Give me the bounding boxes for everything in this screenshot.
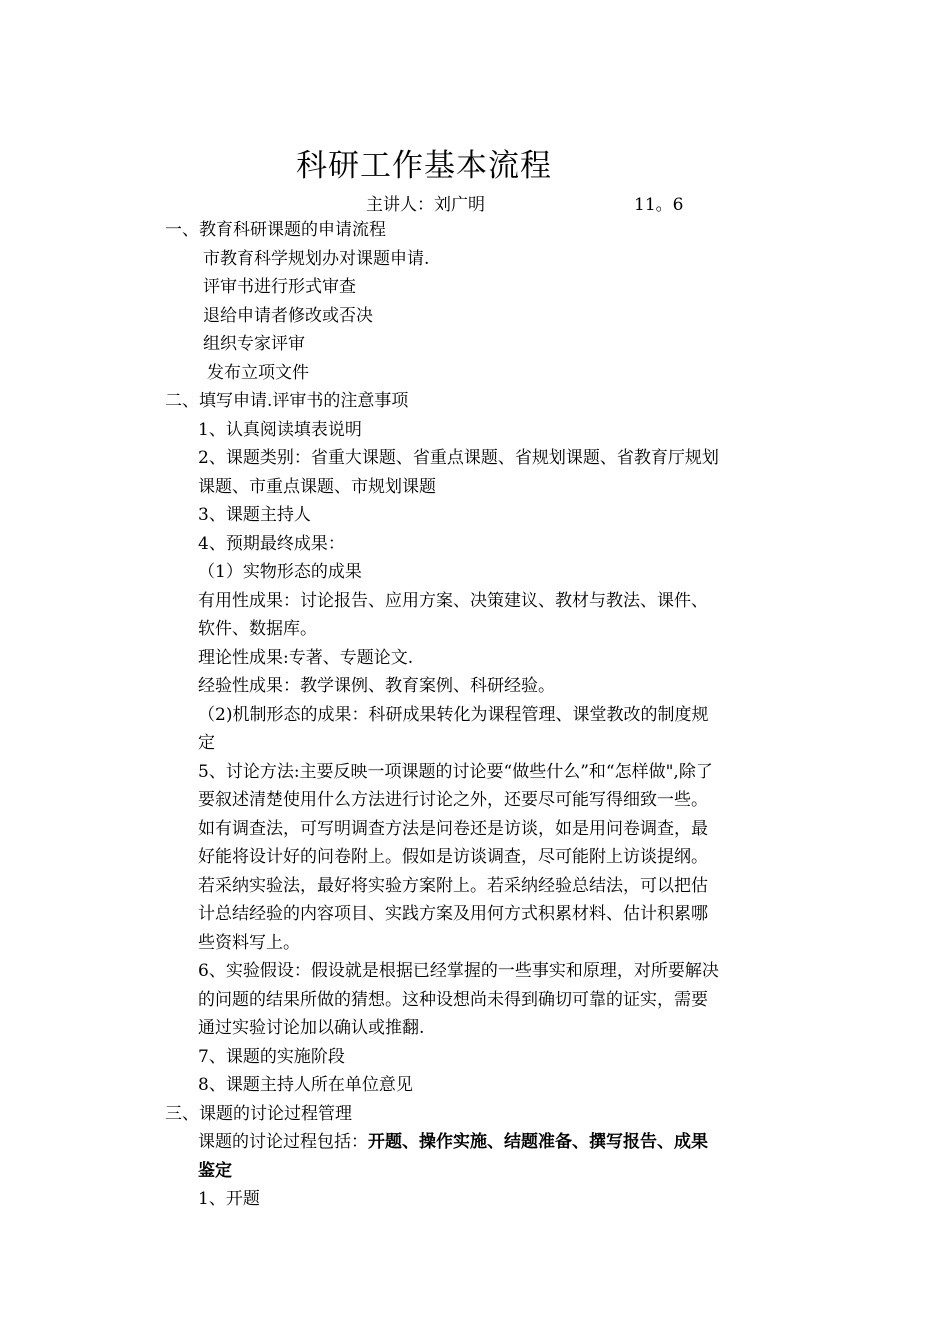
date-text: 11。6 <box>634 195 684 215</box>
intro-bold-text: 开题、操作实施、结题准备、撰写报告、成果 <box>368 1132 708 1152</box>
paragraph: 经验性成果：教学课例、教育案例、科研经验。 <box>198 676 555 696</box>
text-line: 如有调查法，可写明调查方法是问卷还是访谈，如是用问卷调查，最 <box>198 818 708 839</box>
text-line: 6、实验假设：假设就是根据已经掌握的一些事实和原理，对所要解决 <box>198 961 719 981</box>
list-item <box>0 957 788 1043</box>
paragraph <box>0 587 788 644</box>
text-line: 些资料写上。 <box>198 932 300 953</box>
speaker-text: 主讲人：刘广明 <box>366 195 485 215</box>
list-item: 3、课题主持人 <box>198 505 311 525</box>
document-body <box>0 216 950 1214</box>
text-line: 计总结经验的内容项目、实践方案及用何方式积累材料、估计积累哪 <box>198 904 708 924</box>
list-item: 7、课题的实施阶段 <box>198 1046 345 1067</box>
text-line: 2、课题类别：省重大课题、省重点课题、省规划课题、省教育厅规划 <box>198 448 719 468</box>
text-line: 课题、市重点课题、市规划课题 <box>198 476 436 497</box>
sub-heading <box>0 701 788 758</box>
process-step: 退给申请者修改或否决 <box>203 305 373 326</box>
list-item <box>0 444 788 501</box>
intro-bold-text: 鉴定 <box>198 1160 232 1181</box>
text-line: 好能将设计好的问卷附上。假如是访谈调查，尽可能附上访谈提纲。 <box>198 847 708 867</box>
text-line: 要叙述清楚使用什么方法进行讨论之外，还要尽可能写得细致一些。 <box>198 790 708 810</box>
process-step: 评审书进行形式审查 <box>203 277 356 297</box>
text-line: 的问题的结果所做的猜想。这种设想尚未得到确切可靠的证实，需要 <box>198 989 708 1010</box>
text-line <box>198 1157 788 1186</box>
paragraph: 理论性成果:专著、专题论文. <box>198 647 414 668</box>
list-item: 4、预期最终成果： <box>198 533 345 554</box>
text-line: 定 <box>198 733 215 753</box>
page-title: 科研工作基本流程 <box>296 148 552 184</box>
text-line: 5、讨论方法:主要反映一项课题的讨论要“做些什么”和“怎样做",除了 <box>198 761 713 782</box>
text-line: 软件、数据库。 <box>198 619 317 639</box>
text-line: （2)机制形态的成果：科研成果转化为课程管理、课堂教改的制度规 <box>198 704 709 725</box>
process-step: 发布立项文件 <box>207 362 309 383</box>
text-line <box>198 1128 788 1157</box>
list-item: 1、开题 <box>198 1189 260 1209</box>
byline <box>366 190 684 215</box>
section-heading: 三、课题的讨论过程管理 <box>165 1103 352 1124</box>
list-item <box>0 758 788 958</box>
process-step: 市教育科学规划办对课题申请. <box>203 248 430 269</box>
paragraph <box>0 1128 788 1185</box>
section-heading: 一、教育科研课题的申请流程 <box>165 220 386 240</box>
text-line: 有用性成果：讨论报告、应用方案、决策建议、教材与教法、课件、 <box>198 590 708 611</box>
text-line: 通过实验讨论加以确认或推翻. <box>198 1018 425 1038</box>
section-heading: 二、填写申请.评审书的注意事项 <box>165 391 409 411</box>
text-line: 若采纳实验法，最好将实验方案附上。若采纳经验总结法，可以把估 <box>198 875 708 896</box>
list-item: 1、认真阅读填表说明 <box>198 419 362 440</box>
list-item: 8、课题主持人所在单位意见 <box>198 1075 413 1095</box>
intro-prefix: 课题的讨论过程包括： <box>198 1132 368 1152</box>
process-step: 组织专家评审 <box>203 334 305 354</box>
sub-heading: （1）实物形态的成果 <box>198 562 362 582</box>
